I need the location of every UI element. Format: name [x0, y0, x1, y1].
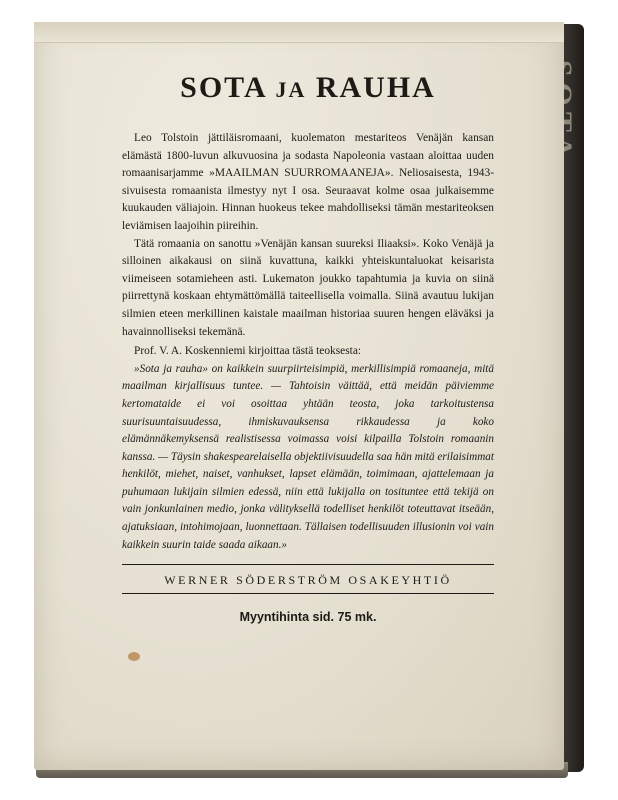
publisher-name: WERNER SÖDERSTRÖM OSAKEYHTIÖ [164, 573, 452, 588]
critic-quote: »Sota ja rauha» on kaikkein suurpiirteisimpiä, merkillisimpiä romaaneja, mitä maailman kirjallisuus tuntee. — Tahtoisin väittää, että meidän päiviemme kertomataide ei voi osoittaa yhtään teosta, joka tarkoitustensa suurisuuntaisuudessa, ihmiskuvauksensa rikkaudessa ja koko elämännäkemyksensä realistisessa voimassa voisi kilpailla Tolstoin romaanin kanssa. — Täysin shakespearelaisella objektiivisuudella saa hän mitä erilaisimmat henkilöt, miehet, naiset, vanhukset, lapset elämään, toimimaan, ajattelemaan ja puhumaan lukijain silmien edessä, niin että lukijalla on tosituntee että tekijä on vain jonkunlainen medio, jonka välityksellä todelliset henkilöt toteuttavat itseään, ajatuksiaan, intohimojaan, luonnettaan. Tällaisen todellisuuden illusionin voi vain kaikkein suurin taide saada aikaan.» [122, 362, 494, 551]
quote-intro: Prof. V. A. Koskenniemi kirjoittaa tästä teoksesta: [134, 345, 362, 358]
top-fold [34, 22, 564, 43]
jacket-text [122, 70, 494, 624]
price-label: Myyntihinta sid. 75 mk. [239, 610, 377, 625]
book-title [122, 70, 494, 108]
description-paragraph-1: Leo Tolstoin jättiläisromaani, kuolematon mestariteos Venäjän kansan elämästä 1800-luvun alkuvuosina ja sodasta Napoleonia vastaan aloittaa uuden romaanisarjamme »MAAILMAN SUURROMAANEJA». Neliosaisesta, 1943-sivuisesta romaanista ilmestyy nyt I osa. Seuraavat kolme osaa julkaisemme kuukauden väliajoin. Hinnan huokeus tekee mahdolliseksi tämän mestariteoksen leviämisen laajoihin piireihin. [122, 132, 494, 232]
title-part-1: SOTA [180, 71, 276, 104]
stain-mark [128, 652, 140, 661]
title-part-2: JA [275, 77, 307, 102]
title-part-3: RAUHA [306, 71, 436, 104]
publisher-rule-top [122, 564, 494, 565]
publisher-rule-bottom [122, 593, 494, 594]
description-paragraph-2: Tätä romaania on sanottu »Venäjän kansan suureksi Iliaaksi». Koko Venäjä ja silloinen aikakausi on siinä kuvattuna, kaikki yhteiskuntaluokat keisarista viimeiseen sotamieheen asti. Lukematon joukko tapahtumia ja kuvia on siinä piirrettynä koskaan ehtymättömällä taiteellisella voimalla. Siinä avautuu lukijan silmien eteen merkillinen kaistale maailman historiaa suuren hengen eläväksi ja havainnolliseksi tekemänä. [122, 237, 494, 338]
